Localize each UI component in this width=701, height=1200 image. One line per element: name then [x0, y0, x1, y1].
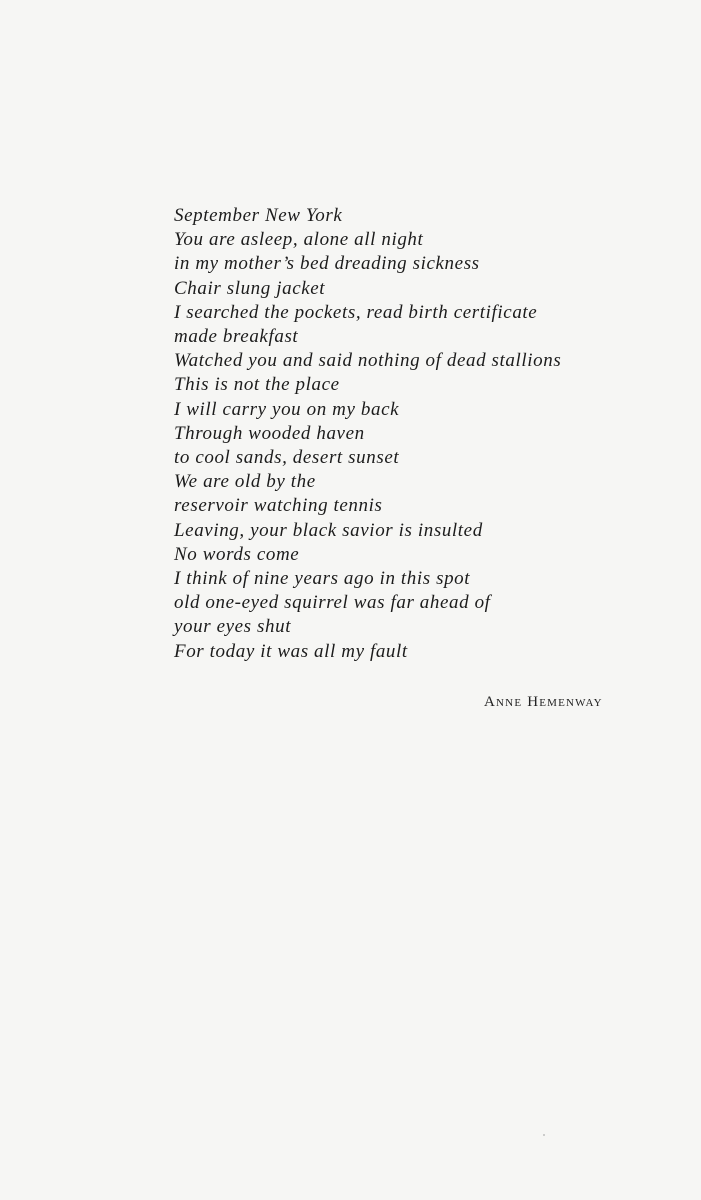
poem-line: made breakfast: [174, 326, 299, 348]
poem-line: I will carry you on my back: [174, 398, 400, 420]
poem-line: Watched you and said nothing of dead stallions: [174, 350, 562, 372]
poem-line: I think of nine years ago in this spot: [174, 568, 471, 590]
poem-line: This is not the place: [174, 374, 340, 396]
poem-line: reservoir watching tennis: [174, 495, 383, 517]
poem-line: No words come: [174, 543, 300, 565]
poem-line: I searched the pockets, read birth certificate: [174, 301, 538, 323]
poem-line: your eyes shut: [174, 616, 292, 638]
poem-line: to cool sands, desert sunset: [174, 447, 400, 469]
poem-line: Through wooded haven: [174, 422, 365, 444]
poem-line: old one-eyed squirrel was far ahead of: [174, 592, 491, 614]
poem-line: We are old by the: [174, 471, 316, 493]
poem-line: Chair slung jacket: [174, 277, 326, 299]
poem-line: You are asleep, alone all night: [174, 229, 424, 251]
poem: [174, 204, 654, 664]
poem-line: Leaving, your black savior is insulted: [174, 519, 483, 541]
paper-speck: [543, 1134, 545, 1136]
poem-line: For today it was all my fault: [174, 640, 408, 662]
poem-line: September New York: [174, 205, 343, 226]
poem-line: in my mother’s bed dreading sickness: [174, 253, 480, 275]
author-signature: Anne Hemenway: [484, 694, 603, 710]
